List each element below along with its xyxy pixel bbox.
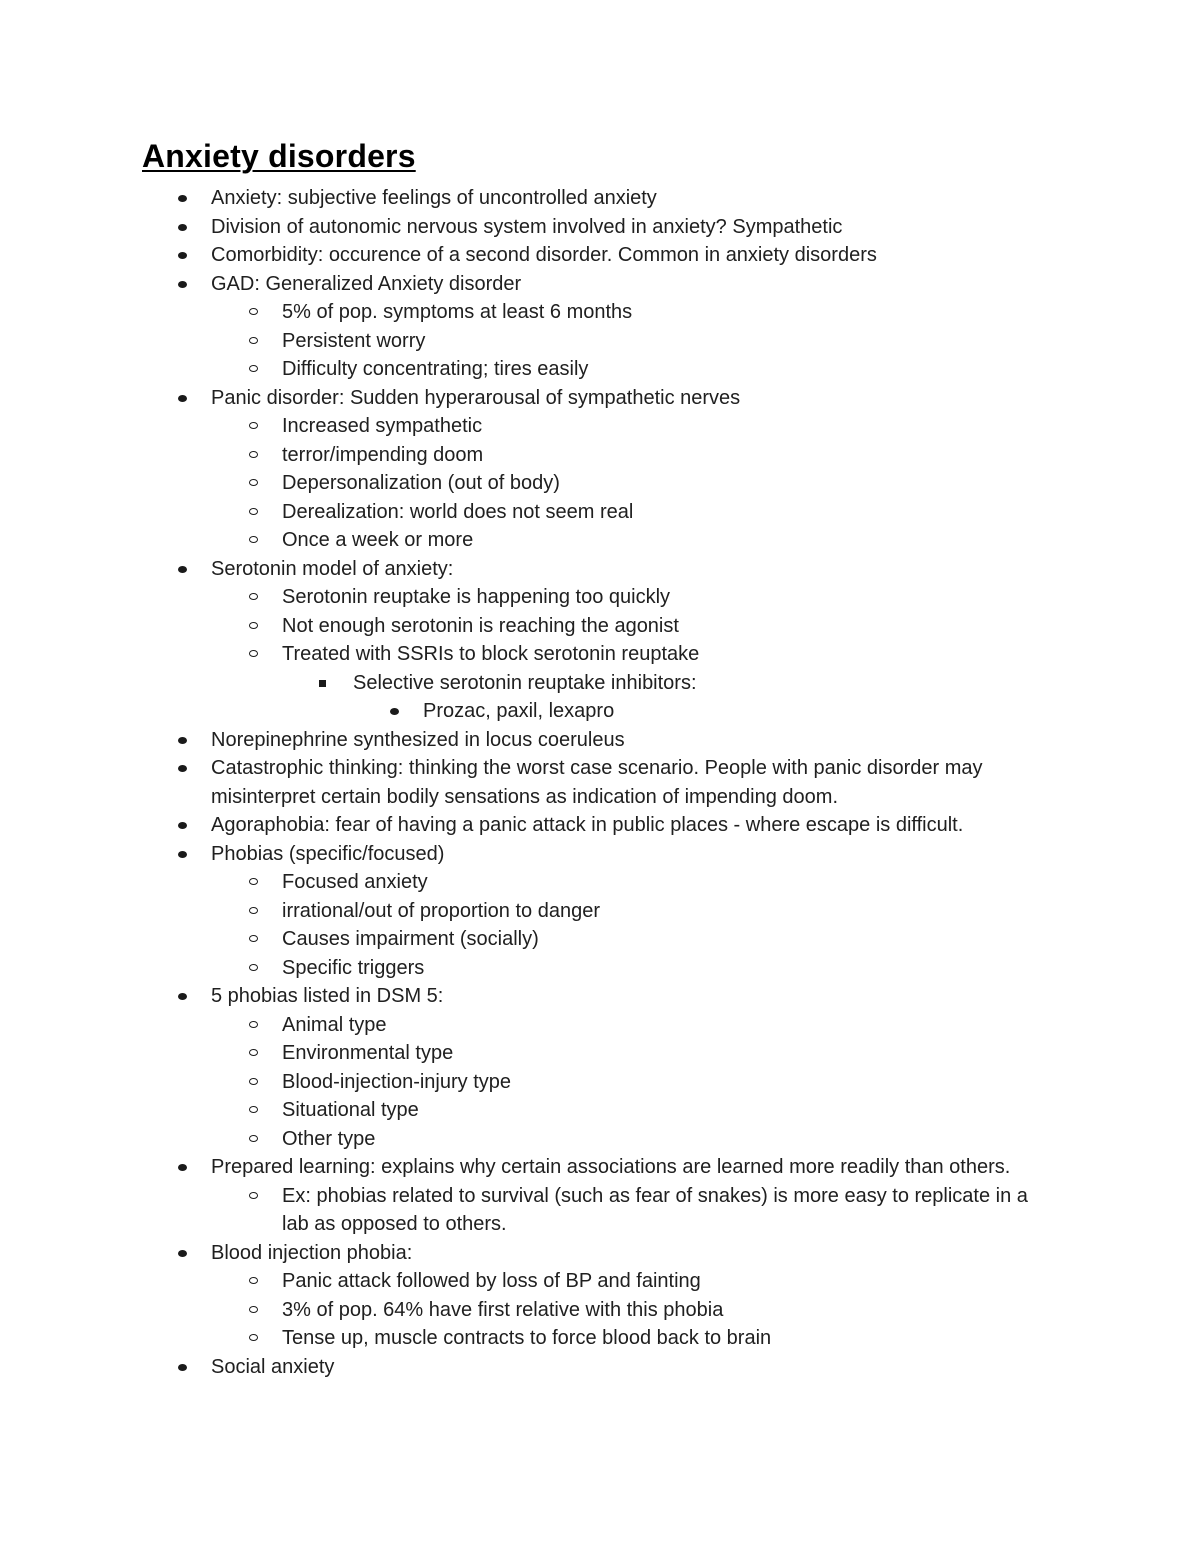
list-item-level-1 [211,384,1071,413]
list-item-level-2 [282,925,1072,954]
list-item-text: Division of autonomic nervous system involved in anxiety? Sympathetic [211,215,843,238]
hollow-circle-bullet-icon [249,907,258,914]
list-item-level-1 [211,1153,1011,1182]
filled-circle-bullet-icon [178,737,187,744]
hollow-circle-bullet-icon [249,1021,258,1028]
list-item-level-2 [282,612,1072,641]
list-item-level-2 [282,640,1072,669]
filled-circle-bullet-icon [178,765,187,772]
list-item-text: Agoraphobia: fear of having a panic attack in public places - where escape is difficult. [211,814,964,836]
list-item-text: Tense up, muscle contracts to force blood back to brain [282,1327,772,1349]
filled-circle-bullet-icon [178,1250,187,1257]
hollow-circle-bullet-icon [249,1306,258,1313]
list-item-text: 3% of pop. 64% have first relative with this phobia [282,1298,724,1321]
hollow-circle-bullet-icon [249,622,258,629]
list-item-text: Social anxiety [211,1355,335,1378]
list-item-level-1 [211,840,1071,869]
list-item-text: Specific triggers [282,956,425,979]
list-item-level-1 [211,555,1071,584]
list-item-text: Persistent worry [282,329,426,352]
list-item-text: GAD: Generalized Anxiety disorder [211,272,522,295]
list-item-level-1 [211,1239,1071,1268]
filled-circle-bullet-icon [178,1164,187,1171]
filled-circle-bullet-icon [178,993,187,1000]
filled-circle-bullet-icon [178,252,187,259]
hollow-circle-bullet-icon [249,1135,258,1142]
list-item-text: Serotonin model of anxiety: [211,557,454,580]
list-item-level-2 [282,1125,1072,1154]
hollow-circle-bullet-icon [249,935,258,942]
hollow-circle-bullet-icon [249,593,258,600]
list-item-text: Panic disorder: Sudden hyperarousal of sympathetic nerves [211,386,741,409]
list-item-text: Anxiety: subjective feelings of uncontrolled anxiety [211,187,657,209]
hollow-circle-bullet-icon [249,650,258,657]
list-item-level-2 [282,1296,1072,1325]
list-item-level-2 [282,498,1072,527]
list-item-level-2 [282,469,1072,498]
list-item-level-2 [282,868,1072,897]
list-item-level-1 [211,241,1071,270]
list-item-text: Ex: phobias related to survival (such as fear of snakes) is more easy to replicate in a lab as opposed to others. [282,1184,1028,1235]
filled-circle-bullet-icon [178,224,187,231]
list-item-text: Comorbidity: occurence of a second disorder. Common in anxiety disorders [211,244,877,266]
list-item-text: Blood injection phobia: [211,1241,413,1264]
list-item-level-1 [211,754,1051,811]
list-item-text: Panic attack followed by loss of BP and fainting [282,1270,701,1292]
list-item-text: Not enough serotonin is reaching the agonist [282,614,679,637]
list-item-text: Prepared learning: explains why certain associations are learned more readily than others. [211,1156,1011,1178]
hollow-circle-bullet-icon [249,1078,258,1085]
list-item-text: Causes impairment (socially) [282,928,539,950]
list-item-text: Situational type [282,1099,419,1121]
hollow-circle-bullet-icon [249,451,258,458]
list-item-text: Difficulty concentrating; tires easily [282,358,589,380]
list-item-text: Catastrophic thinking: thinking the worst case scenario. People with panic disorder may misinterpret certain bodily sensations as indication of impending doom. [211,757,983,808]
list-item-text: Phobias (specific/focused) [211,842,445,865]
hollow-circle-bullet-icon [249,1106,258,1113]
list-item-text: 5% of pop. symptoms at least 6 months [282,301,633,323]
list-item-text: Prozac, paxil, lexapro [423,700,615,722]
filled-circle-bullet-icon [178,1364,187,1371]
filled-circle-bullet-icon [390,708,399,715]
list-item-level-2 [282,1039,1072,1068]
list-item-level-1 [211,1353,1071,1382]
list-item-level-2 [282,1096,1072,1125]
document-title: Anxiety disorders [142,138,416,174]
list-item-level-2 [282,441,1072,470]
list-item-level-2 [282,298,1072,327]
list-item-level-2 [282,526,1072,555]
filled-circle-bullet-icon [178,195,187,202]
list-item-text: Environmental type [282,1042,454,1064]
filled-circle-bullet-icon [178,395,187,402]
list-item-text: Increased sympathetic [282,415,483,437]
list-item-level-2 [282,897,1072,926]
list-item-level-1 [211,270,1071,299]
list-item-text: Depersonalization (out of body) [282,472,560,494]
list-item-level-1 [211,726,1071,755]
filled-circle-bullet-icon [178,822,187,829]
list-item-text: Other type [282,1127,376,1150]
list-item-text: Treated with SSRIs to block serotonin reuptake [282,643,700,665]
hollow-circle-bullet-icon [249,1049,258,1056]
list-item-level-1 [211,184,1071,213]
hollow-circle-bullet-icon [249,964,258,971]
list-item-level-1 [211,811,1071,840]
list-item-level-4 [423,697,1073,726]
list-item-level-2 [282,355,1072,384]
list-item-text: terror/impending doom [282,443,484,466]
hollow-circle-bullet-icon [249,1334,258,1341]
hollow-circle-bullet-icon [249,422,258,429]
list-item-text: Serotonin reuptake is happening too quickly [282,586,671,608]
list-item-level-2 [282,412,1072,441]
list-item-level-2 [282,1324,1072,1353]
list-item-level-1 [211,213,1071,242]
hollow-circle-bullet-icon [249,479,258,486]
list-item-text: Norepinephrine synthesized in locus coeruleus [211,728,625,751]
list-item-text: Focused anxiety [282,871,428,893]
list-item-level-2 [282,954,1072,983]
hollow-circle-bullet-icon [249,536,258,543]
filled-circle-bullet-icon [178,566,187,573]
list-item-level-2 [282,327,1072,356]
list-item-text: 5 phobias listed in DSM 5: [211,985,444,1007]
hollow-circle-bullet-icon [249,1277,258,1284]
list-item-level-2 [282,1182,1052,1239]
list-item-level-3 [353,669,1073,698]
hollow-circle-bullet-icon [249,1192,258,1199]
hollow-circle-bullet-icon [249,337,258,344]
hollow-circle-bullet-icon [249,878,258,885]
hollow-circle-bullet-icon [249,508,258,515]
notes-list [0,184,1200,1381]
hollow-circle-bullet-icon [249,365,258,372]
list-item-text: Blood-injection-injury type [282,1070,512,1093]
list-item-level-2 [282,1068,1072,1097]
hollow-circle-bullet-icon [249,308,258,315]
filled-circle-bullet-icon [178,851,187,858]
list-item-level-2 [282,1011,1072,1040]
list-item-text: Animal type [282,1013,387,1036]
list-item-text: Selective serotonin reuptake inhibitors: [353,671,697,694]
list-item-text: irrational/out of proportion to danger [282,899,600,922]
filled-circle-bullet-icon [178,281,187,288]
list-item-text: Derealization: world does not seem real [282,500,634,523]
list-item-text: Once a week or more [282,529,474,551]
list-item-level-2 [282,1267,1072,1296]
square-bullet-icon [319,680,326,687]
list-item-level-2 [282,583,1072,612]
list-item-level-1 [211,982,1071,1011]
